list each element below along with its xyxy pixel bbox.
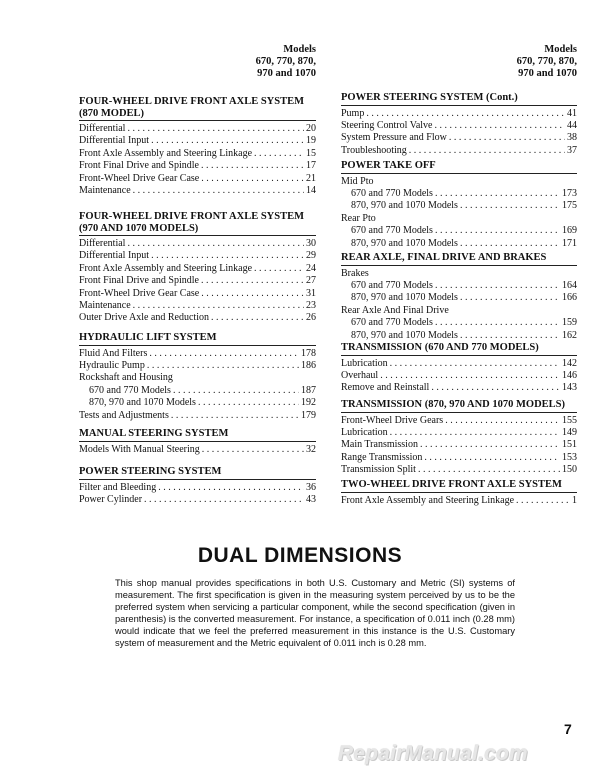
toc-entry-page: 17 — [306, 160, 316, 172]
toc-entry-page: 38 — [567, 132, 577, 144]
leader-dots — [127, 123, 304, 135]
toc-section — [79, 466, 316, 506]
toc-section — [341, 92, 577, 157]
leader-dots — [158, 482, 304, 494]
models-line: 970 and 1070 — [257, 68, 316, 79]
toc-entry-page: 179 — [301, 409, 316, 421]
toc-entry-label: Differential Input — [79, 135, 150, 147]
toc-entry-label: Differential Input — [79, 250, 150, 262]
toc-subheading: Rear Pto — [341, 212, 376, 224]
toc-entry — [341, 452, 577, 464]
toc-entry-page: 151 — [562, 439, 577, 451]
toc-entry-label: Troubleshooting — [341, 144, 407, 156]
toc-entry-page: 24 — [306, 262, 316, 274]
leader-dots — [435, 317, 560, 329]
toc-entry-label: Pump — [341, 107, 365, 119]
section-title-line: POWER TAKE OFF — [341, 160, 436, 171]
section-title-line: TRANSMISSION (670 AND 770 MODELS) — [341, 342, 539, 353]
section-title — [79, 428, 316, 442]
toc-entry — [79, 123, 316, 135]
toc-entry-page: 29 — [306, 250, 316, 262]
toc-entry-label: Front Final Drive and Spindle — [79, 160, 199, 172]
leader-dots — [435, 280, 560, 292]
toc-entry-label: 670 and 770 Models — [89, 384, 171, 396]
toc-subheading: Rockshaft and Housing — [79, 372, 173, 384]
toc-entry-label: Fluid And Filters — [79, 347, 148, 359]
toc-subheading: Brakes — [341, 267, 369, 279]
toc-entry-page: 192 — [301, 397, 316, 409]
toc-entry-label: Front Axle Assembly and Steering Linkage — [79, 262, 253, 274]
toc-entry-page: 19 — [306, 135, 316, 147]
toc-entry-label: Maintenance — [79, 185, 131, 197]
toc-entry — [79, 275, 316, 287]
toc-entry-label: Differential — [79, 238, 126, 249]
section-title-line: POWER STEERING SYSTEM (Cont.) — [341, 92, 518, 103]
toc-entry-page: 155 — [562, 414, 577, 426]
toc-entry — [341, 439, 577, 451]
toc-entry-page: 166 — [562, 292, 577, 304]
toc-entry-page: 32 — [306, 443, 316, 455]
toc-entry-page: 30 — [306, 238, 316, 249]
toc-entry — [341, 330, 577, 342]
toc-section — [79, 211, 316, 325]
toc-entry-page: 21 — [306, 172, 316, 184]
section-title — [341, 479, 577, 493]
toc-entry — [79, 250, 316, 262]
toc-entry — [341, 495, 577, 507]
toc-entry-label: Front-Wheel Drive Gear Case — [79, 287, 200, 299]
toc-entry-page: 173 — [562, 187, 577, 199]
toc-entry — [341, 317, 577, 329]
toc-entry — [341, 415, 577, 427]
toc-entry-page: 31 — [306, 287, 316, 299]
toc-entry — [79, 312, 316, 324]
toc-entry-label: Remove and Reinstall — [341, 382, 430, 394]
section-title — [341, 399, 577, 413]
toc-entry — [341, 358, 577, 370]
toc-entry — [79, 238, 316, 250]
toc-entry-page: 143 — [562, 382, 577, 394]
toc-entry-page: 150 — [562, 464, 577, 476]
section-title — [341, 342, 577, 356]
toc-entry-page: 146 — [562, 369, 577, 381]
toc-entry-page: 169 — [562, 225, 577, 237]
leader-dots — [435, 225, 560, 237]
toc-entry — [341, 188, 577, 200]
toc-entry-label: 870, 970 and 1070 Models — [89, 397, 196, 409]
toc-section — [341, 342, 577, 395]
toc-entry-page: 187 — [301, 384, 316, 396]
leader-dots — [201, 288, 304, 300]
toc-entry-label: 870, 970 and 1070 Models — [351, 329, 458, 341]
leader-dots — [201, 173, 304, 185]
toc-entry — [341, 280, 577, 292]
toc-entry — [79, 263, 316, 275]
toc-section — [79, 96, 316, 197]
leader-dots — [424, 452, 560, 464]
leader-dots — [173, 385, 299, 397]
toc-entry-label: 670 and 770 Models — [351, 279, 433, 291]
toc-entry-page: 43 — [306, 493, 316, 505]
toc-entry-label: Lubrication — [341, 426, 388, 438]
toc-entry-label: 870, 970 and 1070 Models — [351, 292, 458, 304]
toc-entry-label: Models With Manual Steering — [79, 443, 200, 455]
toc-entry-label: Filter and Bleeding — [79, 481, 157, 493]
leader-dots — [211, 312, 304, 324]
toc-entry — [341, 132, 577, 144]
toc-entry-label: 870, 970 and 1070 Models — [351, 237, 458, 249]
toc-entry-label: Transmission Split — [341, 464, 416, 476]
leader-dots — [198, 397, 299, 409]
toc-entry — [341, 464, 577, 476]
section-title-line: HYDRAULIC LIFT SYSTEM — [79, 332, 217, 343]
toc-subheading: Rear Axle And Final Drive — [341, 304, 449, 316]
models-label: Models — [283, 44, 316, 55]
leader-dots — [151, 135, 304, 147]
toc-entry — [79, 360, 316, 372]
toc-entry-page: 164 — [562, 279, 577, 291]
leader-dots — [435, 188, 560, 200]
toc-entry-page: 37 — [567, 144, 577, 156]
toc-entry — [79, 135, 316, 147]
leader-dots — [127, 238, 304, 250]
section-title — [341, 92, 577, 106]
section-title — [79, 96, 316, 121]
leader-dots — [420, 439, 560, 451]
toc-entry — [341, 120, 577, 132]
leader-dots — [147, 360, 299, 372]
leader-dots — [449, 132, 565, 144]
toc-entry — [341, 382, 577, 394]
toc-entry-page: 23 — [306, 300, 316, 312]
toc-entry-page: 175 — [562, 200, 577, 212]
toc-entry — [341, 108, 577, 120]
toc-entry-label: Power Cylinder — [79, 493, 143, 505]
toc-entry-page: 15 — [306, 147, 316, 159]
toc-section — [341, 160, 577, 250]
toc-entry — [79, 148, 316, 160]
toc-entry-label: Tests and Adjustments — [79, 409, 169, 421]
toc-section — [79, 428, 316, 456]
toc-entry-label: Front Axle Assembly and Steering Linkage — [79, 147, 253, 159]
toc-entry — [79, 385, 316, 397]
dual-dimensions-body: This shop manual provides specifications in both U.S. Customary and Metric (SI) systems of measurement. The first specification is given in the measuring system perceived by us to be the preferred system when servicing a particular component, while the second specification (given in parenthesis) is the converted measurement. For instance, a specification of 0.011 inch (0.28 mm) would indicate that we feel the preferred measurement in this instance is the U.S. Customary system of measurement and the Metric equivalent of 0.011 inch is 0.28 mm. — [115, 578, 515, 649]
toc-entry-label: Front-Wheel Drive Gears — [341, 414, 444, 426]
toc-entry-label: Maintenance — [79, 300, 131, 312]
toc-section — [79, 332, 316, 422]
models-label: Models — [544, 44, 577, 55]
toc-entry — [79, 444, 316, 456]
leader-dots — [418, 464, 560, 476]
toc-entry-page: 159 — [562, 317, 577, 329]
leader-dots — [149, 348, 299, 360]
section-title-line: FOUR-WHEEL DRIVE FRONT AXLE SYSTEM — [79, 96, 305, 107]
models-header — [256, 44, 316, 80]
leader-dots — [390, 427, 560, 439]
toc-entry-page: 44 — [567, 119, 577, 131]
section-title-line: POWER STEERING SYSTEM — [79, 466, 222, 477]
toc-entry-page: 14 — [306, 185, 316, 197]
toc-entry-page: 171 — [562, 237, 577, 249]
toc-entry-page: 1 — [572, 494, 577, 506]
models-line: 670, 770, 870, — [255, 56, 316, 67]
leader-dots — [254, 263, 304, 275]
toc-entry-page: 149 — [562, 426, 577, 438]
leader-dots — [151, 250, 304, 262]
leader-dots — [144, 494, 304, 506]
dual-dimensions-title: DUAL DIMENSIONS — [197, 544, 403, 567]
leader-dots — [460, 330, 560, 342]
toc-entry-label: Steering Control Valve — [341, 119, 433, 131]
toc-entry — [341, 200, 577, 212]
toc-entry — [341, 370, 577, 382]
models-line: 670, 770, 870, — [516, 56, 577, 67]
toc-entry-page: 41 — [567, 107, 577, 119]
leader-dots — [171, 410, 299, 422]
leader-dots — [409, 145, 565, 157]
section-title — [79, 211, 316, 236]
section-title-line: MANUAL STEERING SYSTEM — [79, 428, 229, 439]
section-title-line: TWO-WHEEL DRIVE FRONT AXLE SYSTEM — [341, 479, 562, 490]
toc-entry-page: 153 — [562, 451, 577, 463]
toc-entry-label: 670 and 770 Models — [351, 187, 433, 199]
leader-dots — [133, 300, 304, 312]
toc-subheading: Mid Pto — [341, 175, 374, 187]
section-title-line: TRANSMISSION (870, 970 AND 1070 MODELS) — [341, 399, 566, 410]
toc-entry-label: Overhaul — [341, 369, 379, 381]
toc-entry-page: 20 — [306, 123, 316, 134]
models-header — [517, 44, 577, 80]
section-title-line: REAR AXLE, FINAL DRIVE AND BRAKES — [341, 252, 547, 263]
toc-entry-label: Lubrication — [341, 357, 388, 369]
leader-dots — [516, 495, 570, 507]
leader-dots — [445, 415, 560, 427]
toc-entry-label: Front Axle Assembly and Steering Linkage — [341, 494, 515, 506]
toc-entry — [341, 225, 577, 237]
toc-section — [341, 399, 577, 477]
toc-section — [341, 252, 577, 342]
leader-dots — [460, 238, 560, 250]
leader-dots — [460, 292, 560, 304]
toc-entry-label: Hydraulic Pump — [79, 359, 145, 371]
toc-entry-page: 26 — [306, 312, 316, 324]
toc-entry-label: Differential — [79, 123, 126, 134]
leader-dots — [380, 370, 560, 382]
toc-entry — [341, 427, 577, 439]
leader-dots — [366, 108, 565, 120]
toc-entry-label: Front-Wheel Drive Gear Case — [79, 172, 200, 184]
leader-dots — [133, 185, 304, 197]
section-title — [79, 466, 316, 480]
toc-entry — [79, 410, 316, 422]
section-title-line: (970 AND 1070 MODELS) — [79, 222, 199, 234]
toc-entry-label: System Pressure and Flow — [341, 132, 447, 144]
toc-entry-label: Front Final Drive and Spindle — [79, 275, 199, 287]
section-title-line: (870 MODEL) — [79, 107, 145, 119]
toc-entry — [79, 185, 316, 197]
toc-entry-label: Outer Drive Axle and Reduction — [79, 312, 209, 324]
page-number: 7 — [564, 721, 572, 737]
toc-entry-page: 142 — [562, 357, 577, 369]
toc-entry-page: 178 — [301, 347, 316, 359]
leader-dots — [201, 160, 304, 172]
toc-entry — [79, 494, 316, 506]
leader-dots — [254, 148, 304, 160]
leader-dots — [390, 358, 560, 370]
toc-entry-label: Range Transmission — [341, 451, 423, 463]
toc-entry — [79, 348, 316, 360]
toc-entry — [341, 238, 577, 250]
toc-entry-label: 670 and 770 Models — [351, 225, 433, 237]
toc-entry-label: 870, 970 and 1070 Models — [351, 200, 458, 212]
toc-entry-page: 162 — [562, 329, 577, 341]
toc-entry-label: 670 and 770 Models — [351, 317, 433, 329]
toc-entry — [79, 300, 316, 312]
toc-entry — [341, 145, 577, 157]
leader-dots — [201, 275, 304, 287]
toc-entry — [79, 397, 316, 409]
toc-entry-page: 27 — [306, 275, 316, 287]
leader-dots — [460, 200, 560, 212]
models-line: 970 and 1070 — [518, 68, 577, 79]
toc-entry-label: Main Transmission — [341, 439, 418, 451]
section-title-line: FOUR-WHEEL DRIVE FRONT AXLE SYSTEM — [79, 211, 305, 222]
toc-entry — [341, 292, 577, 304]
toc-entry — [79, 288, 316, 300]
leader-dots — [431, 382, 560, 394]
leader-dots — [434, 120, 565, 132]
toc-entry — [79, 482, 316, 494]
section-title — [341, 252, 577, 266]
section-title — [341, 160, 577, 174]
toc-entry-page: 186 — [301, 359, 316, 371]
toc-entry — [79, 173, 316, 185]
toc-entry-page: 36 — [306, 481, 316, 493]
section-title — [79, 332, 316, 346]
toc-entry — [79, 160, 316, 172]
leader-dots — [202, 444, 304, 456]
toc-section — [341, 479, 577, 507]
watermark-logo: RepairManual.com — [338, 742, 528, 765]
